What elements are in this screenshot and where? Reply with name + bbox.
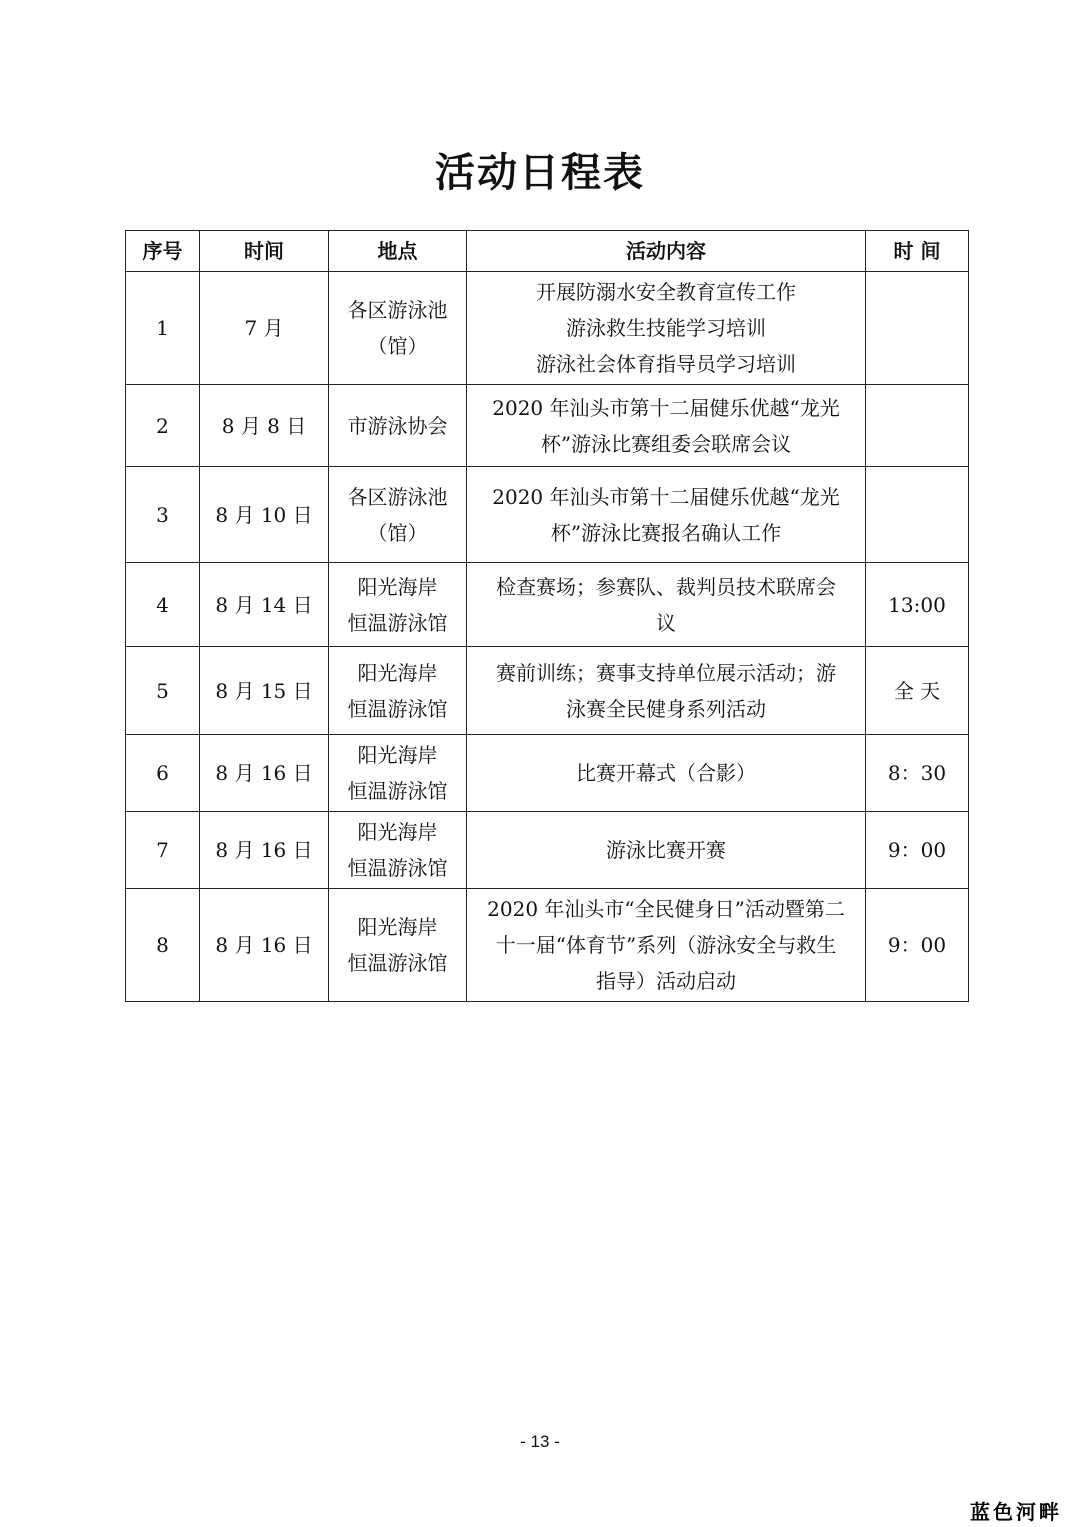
- place-line: 恒温游泳馆: [347, 951, 448, 975]
- place-line: 各区游泳池: [347, 484, 448, 509]
- content-line: 游泳救生技能学习培训: [566, 316, 766, 340]
- table-row: [126, 647, 969, 735]
- cell-time: 13:00: [866, 563, 969, 647]
- header-time: 时 间: [866, 231, 969, 272]
- cell-date: 8 月 16 日: [200, 812, 329, 889]
- place-line: 恒温游泳馆: [347, 779, 448, 803]
- cell-content: [467, 467, 866, 563]
- table-row: [126, 735, 969, 812]
- content-line: 十一届“体育节”系列（游泳安全与救生: [495, 933, 837, 957]
- schedule-table: [125, 230, 969, 1002]
- cell-time: [866, 272, 969, 385]
- cell-place: [329, 812, 467, 889]
- cell-date: 8 月 8 日: [200, 385, 329, 467]
- cell-content: [467, 647, 866, 735]
- table-row: [126, 812, 969, 889]
- cell-date: 8 月 15 日: [200, 647, 329, 735]
- cell-time: 9：00: [866, 889, 969, 1002]
- cell-seq: 5: [126, 647, 200, 735]
- cell-time: [866, 467, 969, 563]
- cell-content: [467, 563, 866, 647]
- place-line: （馆）: [367, 520, 428, 545]
- place-line: 恒温游泳馆: [347, 856, 448, 880]
- place-line: 阳光海岸: [357, 660, 438, 685]
- cell-time: 8：30: [866, 735, 969, 812]
- cell-seq: 4: [126, 563, 200, 647]
- cell-content: [467, 889, 866, 1002]
- table-row: [126, 385, 969, 467]
- table-row: [126, 889, 969, 1002]
- cell-content: [467, 272, 866, 385]
- content-line: 赛前训练；赛事支持单位展示活动；游: [496, 660, 836, 685]
- content-line: 泳赛全民健身系列活动: [566, 696, 766, 721]
- header-seq: 序号: [126, 231, 200, 272]
- cell-place: [329, 647, 467, 735]
- header-content: 活动内容: [467, 231, 866, 272]
- place-line: 阳光海岸: [357, 574, 438, 599]
- place-line: 恒温游泳馆: [347, 696, 448, 721]
- content-line: 2020 年汕头市“全民健身日”活动暨第二: [487, 897, 845, 921]
- cell-date: 8 月 10 日: [200, 467, 329, 563]
- cell-content: [467, 385, 866, 467]
- content-line: 游泳比赛开赛: [606, 838, 726, 862]
- header-date: 时间: [200, 231, 329, 272]
- cell-seq: 7: [126, 812, 200, 889]
- place-line: 各区游泳池: [347, 298, 448, 322]
- cell-seq: 6: [126, 735, 200, 812]
- content-line: 杯”游泳比赛组委会联席会议: [540, 431, 792, 456]
- cell-seq: 3: [126, 467, 200, 563]
- content-line: 杯”游泳比赛报名确认工作: [550, 520, 782, 545]
- cell-content: [467, 812, 866, 889]
- table-row: [126, 272, 969, 385]
- cell-time: 全 天: [866, 647, 969, 735]
- cell-place: [329, 272, 467, 385]
- content-line: 2020 年汕头市第十二届健乐优越“龙光: [492, 395, 840, 420]
- table-header-row: [126, 231, 969, 272]
- content-line: 比赛开幕式（合影）: [576, 761, 756, 785]
- cell-place: [329, 563, 467, 647]
- place-line: 恒温游泳馆: [347, 610, 448, 635]
- content-line: 游泳社会体育指导员学习培训: [536, 352, 796, 376]
- cell-content: [467, 735, 866, 812]
- content-line: 议: [656, 610, 676, 635]
- cell-place: [329, 735, 467, 812]
- cell-date: 8 月 14 日: [200, 563, 329, 647]
- watermark: 蓝色河畔: [970, 1500, 1062, 1524]
- content-line: 2020 年汕头市第十二届健乐优越“龙光: [492, 484, 840, 509]
- cell-date: 7 月: [200, 272, 329, 385]
- cell-place: [329, 467, 467, 563]
- table-row: [126, 563, 969, 647]
- content-line: 开展防溺水安全教育宣传工作: [536, 280, 796, 304]
- cell-seq: 1: [126, 272, 200, 385]
- cell-place: [329, 385, 467, 467]
- header-place: 地点: [329, 231, 467, 272]
- document-title: 活动日程表: [435, 150, 645, 196]
- cell-place: [329, 889, 467, 1002]
- content-line: 指导）活动启动: [596, 969, 736, 993]
- place-line: 阳光海岸: [357, 820, 438, 844]
- cell-date: 8 月 16 日: [200, 735, 329, 812]
- cell-seq: 8: [126, 889, 200, 1002]
- place-line: 阳光海岸: [357, 743, 438, 767]
- cell-date: 8 月 16 日: [200, 889, 329, 1002]
- place-line: （馆）: [367, 334, 428, 358]
- content-line: 检查赛场；参赛队、裁判员技术联席会: [496, 574, 836, 599]
- cell-time: 9：00: [866, 812, 969, 889]
- place-line: 阳光海岸: [357, 915, 438, 939]
- table-row: [126, 467, 969, 563]
- cell-seq: 2: [126, 385, 200, 467]
- page-number: - 13 -: [520, 1432, 560, 1451]
- place-line: 市游泳协会: [347, 413, 448, 438]
- cell-time: [866, 385, 969, 467]
